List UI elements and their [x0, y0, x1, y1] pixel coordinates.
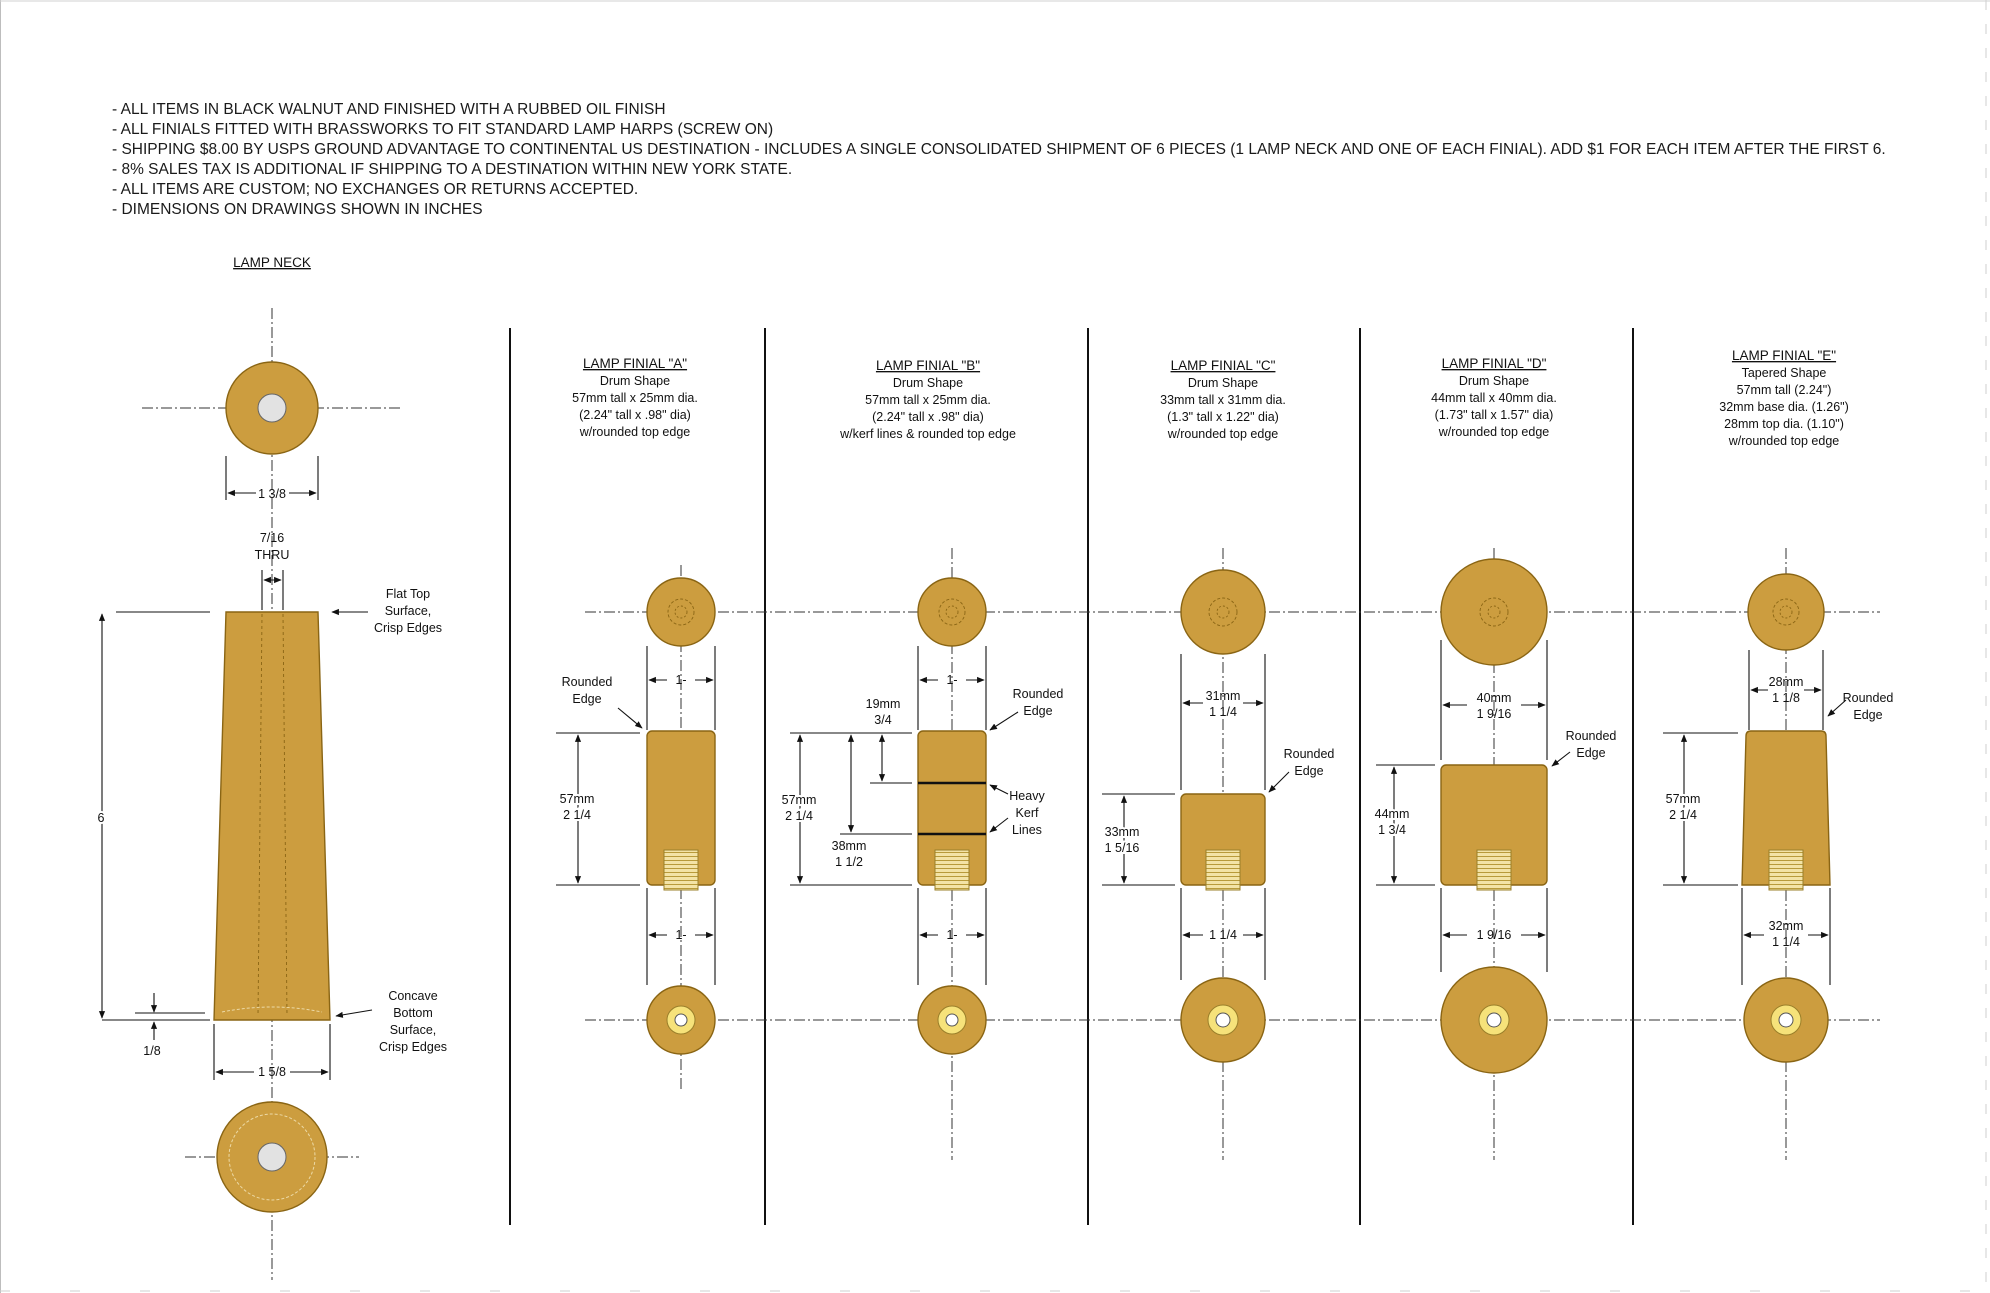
finial-a-bottom-width: 1-: [675, 928, 687, 942]
finial-a-height-1: 57mm: [559, 792, 595, 806]
finial-c-caption-1: Drum Shape: [1187, 376, 1259, 390]
finial-d: [1375, 356, 1617, 1160]
finial-b-kerf-note-2: Kerf: [1015, 806, 1039, 820]
finial-e-caption-5: w/rounded top edge: [1728, 434, 1840, 448]
finial-d-caption-4: w/rounded top edge: [1438, 425, 1550, 439]
finial-c-edge-note-2: Edge: [1294, 764, 1324, 778]
finial-d-top-view: [1441, 559, 1547, 665]
finial-b: [782, 358, 1064, 1160]
finial-a-edge-note-2: Edge: [572, 692, 602, 706]
neck-title: LAMP NECK: [233, 255, 311, 270]
note-line: - ALL ITEMS IN BLACK WALNUT AND FINISHED WITH A RUBBED OIL FINISH: [112, 101, 666, 118]
finial-d-top-width-1: 40mm: [1476, 691, 1512, 705]
finial-c-bottom-width: 1 1/4: [1209, 928, 1237, 942]
brass-insert: [664, 850, 698, 890]
finial-c-edge-note-1: Rounded: [1283, 747, 1335, 761]
finial-b-kerf-top-2: 3/4: [874, 713, 892, 727]
finial-c-title: LAMP FINIAL "C": [1170, 358, 1276, 373]
finial-e-height-2: 2 1/4: [1669, 808, 1697, 822]
finial-d-top-width-2: 1 9/16: [1476, 707, 1512, 721]
finial-a-caption-4: w/rounded top edge: [579, 425, 691, 439]
finial-e-top-view: [1748, 574, 1824, 650]
finial-e-height-1: 57mm: [1665, 792, 1701, 806]
neck-top-note-3: Crisp Edges: [373, 621, 443, 635]
finial-e-caption-2: 57mm tall (2.24"): [1736, 383, 1832, 397]
neck-height: 6: [97, 811, 105, 825]
finial-a-title: LAMP FINIAL "A": [582, 356, 688, 371]
finial-a-caption-1: Drum Shape: [599, 374, 671, 388]
brass-insert: [1769, 850, 1803, 890]
bore-hole: [258, 394, 286, 422]
finial-c-height-2: 1 5/16: [1104, 841, 1140, 855]
brass-insert: [935, 850, 969, 890]
finial-e-edge-note-2: Edge: [1853, 708, 1883, 722]
neck-top-note-1: Flat Top: [385, 587, 431, 601]
finial-a: [556, 356, 715, 1090]
finial-d-caption-3: (1.73" tall x 1.57" dia): [1434, 408, 1554, 422]
finial-e-caption-1: Tapered Shape: [1741, 366, 1827, 380]
finial-a-top-width: 1-: [675, 673, 687, 687]
finial-a-caption-3: (2.24" tall x .98" dia): [579, 408, 691, 422]
finial-c-caption-4: w/rounded top edge: [1167, 427, 1279, 441]
neck-top-note-2: Surface,: [384, 604, 432, 618]
finial-b-caption-1: Drum Shape: [892, 376, 964, 390]
finial-b-top-width: 1-: [946, 673, 958, 687]
neck-side-view: [214, 612, 330, 1020]
finial-c-caption-3: (1.3" tall x 1.22" dia): [1167, 410, 1279, 424]
finial-d-caption-1: Drum Shape: [1458, 374, 1530, 388]
finial-d-height-2: 1 3/4: [1378, 823, 1406, 837]
note-line: - ALL ITEMS ARE CUSTOM; NO EXCHANGES OR RETURNS ACCEPTED.: [112, 181, 639, 198]
finial-a-top-view: [647, 578, 715, 646]
finial-e-top-width-2: 1 1/8: [1772, 691, 1800, 705]
finial-d-edge-note-2: Edge: [1576, 746, 1606, 760]
note-line: - 8% SALES TAX IS ADDITIONAL IF SHIPPING TO A DESTINATION WITHIN NEW YORK STATE.: [112, 161, 793, 178]
finial-c-top-view: [1181, 570, 1265, 654]
finial-b-caption-2: 57mm tall x 25mm dia.: [865, 393, 991, 407]
finial-b-height-1: 57mm: [781, 793, 817, 807]
finial-e: [1663, 348, 1893, 1160]
finial-e-title: LAMP FINIAL "E": [1731, 348, 1837, 363]
finial-e-top-width-1: 28mm: [1768, 675, 1804, 689]
neck-bore-line1: 7/16: [259, 531, 285, 545]
finial-a-height-2: 2 1/4: [563, 808, 591, 822]
finial-a-edge-note-1: Rounded: [561, 675, 613, 689]
finial-d-height-1: 44mm: [1374, 807, 1410, 821]
finial-b-edge-note-2: Edge: [1023, 704, 1053, 718]
brass-insert: [1477, 850, 1511, 890]
finial-b-kerf-bottom-2: 1 1/2: [835, 855, 863, 869]
finial-d-edge-note-1: Rounded: [1565, 729, 1617, 743]
bore-hole: [258, 1143, 286, 1171]
finial-b-top-view: [918, 578, 986, 646]
finial-c: [1102, 358, 1334, 1160]
neck-bottom-width: 1 5/8: [258, 1065, 286, 1079]
finial-b-title: LAMP FINIAL "B": [875, 358, 981, 373]
finial-b-kerf-note-3: Lines: [1012, 823, 1042, 837]
note-line: - SHIPPING $8.00 BY USPS GROUND ADVANTAGE TO CONTINENTAL US DESTINATION - INCLUDES A SINGLE CONSOLIDATED SHIPMENT OF 6 PIECES (1 LAMP NECK AND ONE OF EACH FINIAL). ADD $1 FOR EACH ITEM AFTER THE FIRST 6.: [112, 141, 1886, 158]
finial-b-kerf-top-1: 19mm: [865, 697, 901, 711]
finial-b-caption-3: (2.24" tall x .98" dia): [872, 410, 984, 424]
neck-top-width: 1 3/8: [258, 487, 286, 501]
finial-e-edge-note-1: Rounded: [1842, 691, 1894, 705]
finial-b-edge-note-1: Rounded: [1012, 687, 1064, 701]
neck-bottom-note-1: Concave: [388, 989, 438, 1003]
brass-insert: [1206, 850, 1240, 890]
finial-b-bottom-width: 1-: [946, 928, 958, 942]
note-line: - DIMENSIONS ON DRAWINGS SHOWN IN INCHES: [112, 201, 483, 218]
finial-b-kerf-bottom-1: 38mm: [831, 839, 867, 853]
finial-c-height-1: 33mm: [1104, 825, 1140, 839]
finial-e-caption-3: 32mm base dia. (1.26"): [1719, 400, 1849, 414]
finial-e-caption-4: 28mm top dia. (1.10"): [1724, 417, 1844, 431]
neck-bottom-note-4: Crisp Edges: [378, 1040, 448, 1054]
neck-bottom-note-2: Bottom: [393, 1006, 433, 1020]
finial-b-height-2: 2 1/4: [785, 809, 813, 823]
note-line: - ALL FINIALS FITTED WITH BRASSWORKS TO FIT STANDARD LAMP HARPS (SCREW ON): [112, 121, 774, 138]
finial-c-top-width-1: 31mm: [1205, 689, 1241, 703]
neck-bore-line2: THRU: [254, 548, 290, 562]
neck-bottom-note-3: Surface,: [389, 1023, 437, 1037]
finial-a-caption-2: 57mm tall x 25mm dia.: [572, 391, 698, 405]
finial-d-caption-2: 44mm tall x 40mm dia.: [1431, 391, 1557, 405]
finial-c-top-width-2: 1 1/4: [1209, 705, 1237, 719]
finial-e-bottom-width-1: 32mm: [1768, 919, 1804, 933]
neck-recess: 1/8: [143, 1044, 161, 1058]
finial-d-bottom-width: 1 9/16: [1476, 928, 1512, 942]
lamp-neck: [98, 255, 448, 1280]
finial-d-title: LAMP FINIAL "D": [1441, 356, 1547, 371]
finial-c-caption-2: 33mm tall x 31mm dia.: [1160, 393, 1286, 407]
finial-e-bottom-width-2: 1 1/4: [1772, 935, 1800, 949]
finial-b-kerf-note-1: Heavy: [1009, 789, 1045, 803]
finial-b-caption-4: w/kerf lines & rounded top edge: [840, 427, 1016, 441]
